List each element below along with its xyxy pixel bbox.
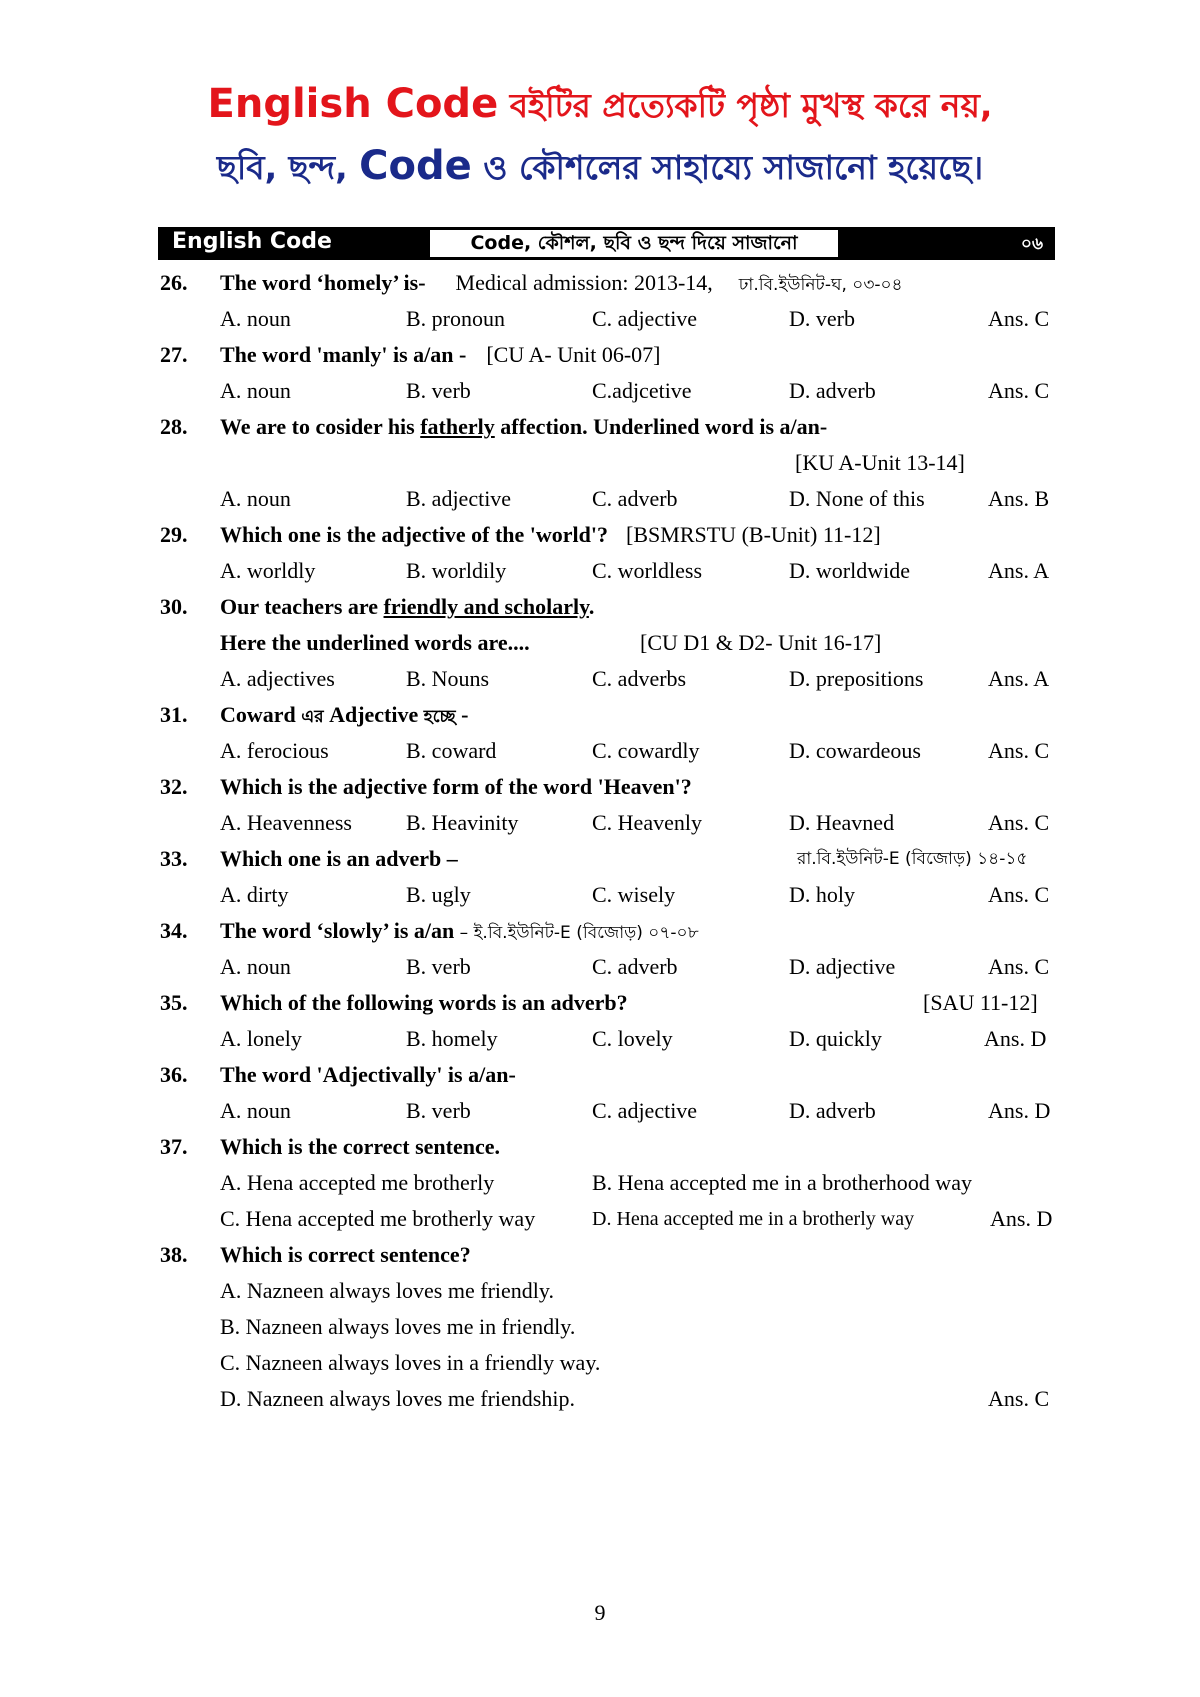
options-row — [0, 1381, 1200, 1417]
option-b: B. Hena accepted me in a brotherhood way — [592, 1170, 972, 1195]
question-number: 26. — [160, 270, 188, 295]
option-a: A. adjectives — [220, 666, 335, 691]
question-text: Which is the adjective form of the word 'Heaven'? — [220, 774, 692, 799]
option-c: C. worldless — [592, 558, 702, 583]
question-stem: The word 'manly' is a/an - — [220, 342, 467, 367]
option-a: A. Heavenness — [220, 810, 352, 835]
options-row — [0, 373, 1200, 409]
option-a: A. Hena accepted me brotherly — [220, 1170, 495, 1195]
question-row — [0, 1057, 1200, 1093]
option-a: A. noun — [220, 378, 291, 403]
option-d: D. adverb — [789, 378, 876, 403]
option-d: D. Nazneen always loves me friendship. — [220, 1386, 575, 1411]
question-stem: Our teachers are — [220, 594, 384, 619]
option-c: C. adverb — [592, 486, 678, 511]
option-b: B. homely — [406, 1026, 498, 1051]
question-row — [0, 1237, 1200, 1273]
options-row — [0, 805, 1200, 841]
question-source: [CU D1 & D2- Unit 16-17] — [640, 630, 882, 655]
options-row — [0, 1021, 1200, 1057]
options-row — [0, 877, 1200, 913]
banner-title: English Code — [172, 229, 332, 254]
question-stem-end: - — [455, 702, 469, 727]
option-d: D. verb — [789, 306, 855, 331]
options-row — [0, 661, 1200, 697]
options-row — [0, 301, 1200, 337]
question-row — [0, 337, 1200, 373]
question-text — [220, 337, 660, 373]
question-stem: Which one is the adjective of the 'world'? — [220, 522, 609, 547]
option-d: D. Heavned — [789, 810, 895, 835]
option-a: A. noun — [220, 486, 291, 511]
option-a: A. noun — [220, 954, 291, 979]
question-text — [220, 589, 594, 625]
question-row — [0, 985, 1200, 1021]
options-row — [0, 1273, 1200, 1309]
question-source: [KU A-Unit 13-14] — [795, 450, 965, 475]
question-stem: We are to cosider his — [220, 414, 421, 439]
option-c: C. adjective — [592, 1098, 698, 1123]
answer: Ans. D — [990, 1206, 1053, 1231]
question-number: 27. — [160, 342, 188, 367]
option-c: C. Hena accepted me brotherly way — [220, 1206, 536, 1231]
option-d: D. worldwide — [789, 558, 910, 583]
options-row — [0, 1093, 1200, 1129]
headline-line-1 — [0, 80, 1200, 136]
question-text: The word 'Adjectivally' is a/an- — [220, 1062, 516, 1087]
answer: Ans. A — [988, 558, 1050, 583]
answer: Ans. C — [988, 378, 1050, 403]
headline-english-code: English Code — [207, 81, 499, 127]
source-row — [0, 445, 1200, 481]
option-c: C.adjcetive — [592, 378, 692, 403]
question-bn-word: এর — [301, 707, 324, 727]
option-c: C. adverb — [592, 954, 678, 979]
question-row — [0, 913, 1200, 949]
option-b: B. pronoun — [406, 306, 505, 331]
question-number: 34. — [160, 918, 188, 943]
answer: Ans. C — [988, 954, 1050, 979]
question-text: Which is the correct sentence. — [220, 1134, 501, 1159]
question-text — [220, 265, 903, 303]
option-c: C. cowardly — [592, 738, 700, 763]
banner-number: ০৬ — [1020, 234, 1043, 254]
question-number: 29. — [160, 522, 188, 547]
question-source-bn: ঢা.বি.ইউনিট-ঘ, ০৩-০৪ — [738, 275, 903, 295]
answer: Ans. C — [988, 1386, 1050, 1411]
option-b: B. coward — [406, 738, 497, 763]
question-text — [220, 913, 699, 951]
option-c: C. wisely — [592, 882, 676, 907]
question-row — [0, 517, 1200, 553]
question-stem: The word ‘slowly’ is a/an — [220, 918, 455, 943]
options-row — [0, 1201, 1200, 1237]
question-text: Which is correct sentence? — [220, 1242, 471, 1267]
banner-subtitle: Code, কৌশল, ছবি ও ছন্দ দিয়ে সাজানো — [430, 230, 838, 257]
option-d: D. prepositions — [789, 666, 924, 691]
options-row — [0, 1165, 1200, 1201]
option-a: A. worldly — [220, 558, 316, 583]
option-b: B. Nazneen always loves me in friendly. — [220, 1314, 576, 1339]
headline-bengali-1: বইটির প্রত্যেকটি পৃষ্ঠা মুখস্থ করে নয়, — [498, 86, 993, 125]
question-row — [0, 841, 1200, 877]
option-d: D. None of this — [789, 486, 925, 511]
options-row — [0, 949, 1200, 985]
option-c: C. adjective — [592, 306, 698, 331]
question-text — [220, 697, 468, 735]
question-text — [220, 517, 881, 553]
question-number: 28. — [160, 414, 188, 439]
answer: Ans. C — [988, 306, 1050, 331]
question-stem: Coward — [220, 702, 302, 727]
option-a: A. Nazneen always loves me friendly. — [220, 1278, 554, 1303]
question-source: [BSMRSTU (B-Unit) 11-12] — [626, 522, 881, 547]
answer: Ans. C — [988, 738, 1050, 763]
option-b: B. Heavinity — [406, 810, 519, 835]
answer: Ans. C — [988, 810, 1050, 835]
option-d: D. Hena accepted me in a brotherly way — [592, 1208, 915, 1230]
option-d: D. holy — [789, 882, 855, 907]
option-b: B. verb — [406, 954, 471, 979]
question-row — [0, 409, 1200, 445]
question-text: Which of the following words is an adverb? — [220, 990, 628, 1015]
question-number: 35. — [160, 990, 188, 1015]
question-text-line-2: Here the underlined words are.... — [220, 630, 530, 655]
headline-bengali-2b: ও কৌশলের সাহায্যে সাজানো হয়েছে। — [471, 148, 984, 187]
option-c: C. lovely — [592, 1026, 673, 1051]
question-text — [220, 409, 827, 445]
question-source-bn: – ই.বি.ইউনিট-E (বিজোড়) ০৭-০৮ — [454, 923, 699, 943]
option-a: A. noun — [220, 306, 291, 331]
options-row — [0, 733, 1200, 769]
option-b: B. verb — [406, 1098, 471, 1123]
question-number: 33. — [160, 846, 188, 871]
question-stem-rest: affection. Underlined word is a/an- — [494, 414, 828, 439]
question-stem: The word ‘homely’ is- — [220, 270, 426, 295]
underlined-word: fatherly — [420, 414, 495, 439]
underlined-word: friendly and scholarly — [383, 594, 589, 619]
options-row — [0, 1345, 1200, 1381]
answer: Ans. A — [988, 666, 1050, 691]
question-row — [0, 769, 1200, 805]
question-number: 38. — [160, 1242, 188, 1267]
headline-code: Code — [359, 143, 472, 189]
option-d: D. adverb — [789, 1098, 876, 1123]
question-row — [0, 589, 1200, 625]
option-d: D. quickly — [789, 1026, 882, 1051]
option-b: B. Nouns — [406, 666, 490, 691]
question-number: 36. — [160, 1062, 188, 1087]
question-row — [0, 265, 1200, 301]
question-source: [SAU 11-12] — [923, 990, 1038, 1015]
option-b: B. worldily — [406, 558, 507, 583]
headline-bengali-2a: ছবি, ছন্দ, — [216, 148, 360, 187]
headline-line-2 — [0, 142, 1200, 198]
option-a: A. noun — [220, 1098, 291, 1123]
option-a: A. ferocious — [220, 738, 329, 763]
option-b: B. adjective — [406, 486, 512, 511]
option-c: C. Nazneen always loves in a friendly way. — [220, 1350, 601, 1375]
question-source: [CU A- Unit 06-07] — [486, 342, 661, 367]
question-number: 32. — [160, 774, 188, 799]
option-b: B. ugly — [406, 882, 471, 907]
question-source-bn: রা.বি.ইউনিট-E (বিজোড়) ১৪-১৫ — [797, 849, 1028, 869]
question-source: Medical admission: 2013-14, — [455, 270, 713, 295]
question-bn-word-2: হচ্ছে — [423, 707, 456, 727]
page-number: 9 — [594, 1600, 606, 1625]
question-number: 30. — [160, 594, 188, 619]
options-row — [0, 1309, 1200, 1345]
option-c: C. adverbs — [592, 666, 687, 691]
question-text: Which one is an adverb – — [220, 846, 458, 871]
question-row — [0, 1129, 1200, 1165]
answer: Ans. B — [988, 486, 1050, 511]
question-row — [0, 697, 1200, 733]
options-row — [0, 553, 1200, 589]
question-list — [0, 265, 1200, 1417]
question-number: 31. — [160, 702, 188, 727]
section-banner — [158, 227, 1055, 260]
question-stem-rest: . — [588, 594, 595, 619]
option-a: A. lonely — [220, 1026, 302, 1051]
question-number: 37. — [160, 1134, 188, 1159]
question-row-2 — [0, 625, 1200, 661]
answer: Ans. D — [984, 1026, 1047, 1051]
option-d: D. cowardeous — [789, 738, 921, 763]
option-a: A. dirty — [220, 882, 289, 907]
options-row — [0, 481, 1200, 517]
answer: Ans. D — [988, 1098, 1051, 1123]
question-stem-mid: Adjective — [323, 702, 424, 727]
option-b: B. verb — [406, 378, 471, 403]
option-c: C. Heavenly — [592, 810, 702, 835]
option-d: D. adjective — [789, 954, 896, 979]
answer: Ans. C — [988, 882, 1050, 907]
